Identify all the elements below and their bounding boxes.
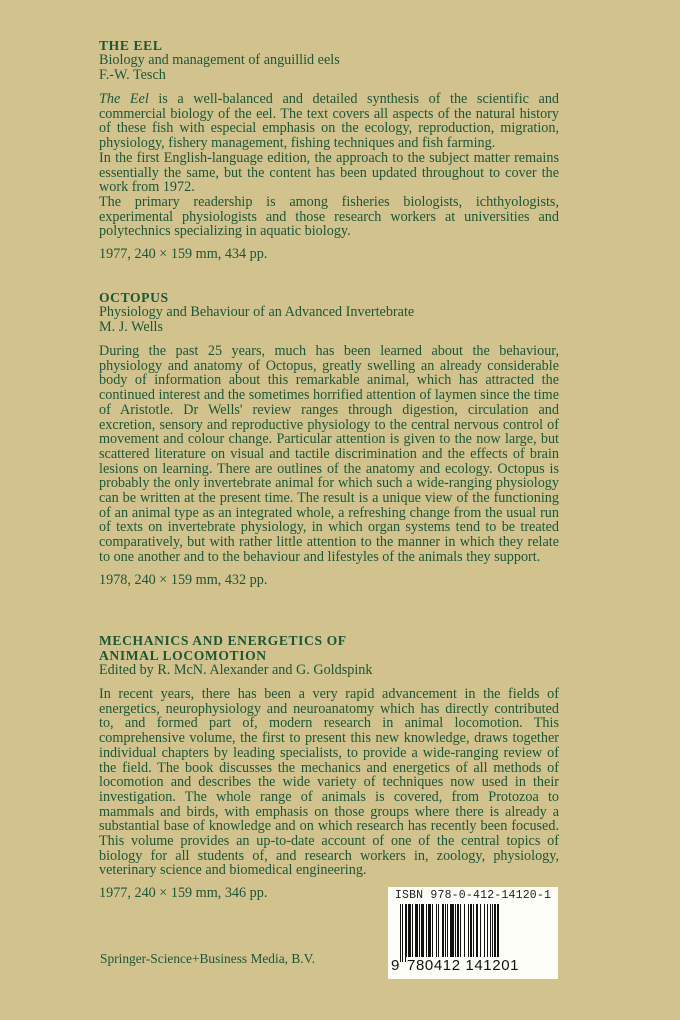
description-paragraph: In recent years, there has been a very rapid advancement in the fields of energetics, neurophysiology and neuroanatomy which has directly contributed to, and formed part of, modern research in animal locomotion. This comprehensive volume, the first to present this new knowledge, draws together individual chapters by leading specialists, to provide a wide-ranging review of the field. The book discusses the mechanics and energetics of all methods of locomotion and describes the wide variety of techniques now used in their investigation. The whole range of animals is covered, from Protozoa to mammals and birds, with emphasis on those groups where there is already a substantial base of knowledge and on which research has recently been focused. This volume provides an up-to-date account of one of the central topics of biology for all students of, and research workers in, zoology, physiology, veterinary science and biomedical engineering. <box>99 686 559 879</box>
book-description <box>99 687 559 878</box>
isbn-label: ISBN 978-0-412-14120-1 <box>394 889 552 902</box>
book-description <box>99 92 559 239</box>
book-entry-animal-locomotion <box>99 633 559 901</box>
book-editors: Edited by R. McN. Alexander and G. Goldspink <box>99 662 373 678</box>
book-title: OCTOPUS <box>99 290 169 305</box>
book-author: F.-W. Tesch <box>99 67 166 83</box>
book-subtitle: Physiology and Behaviour of an Advanced Invertebrate <box>99 304 415 320</box>
description-paragraph: During the past 25 years, much has been learned about the behaviour, physiology and anatomy of Octopus, greatly swelling an already considerable body of information about this remarkable animal, which has attracted the continued interest and the sometimes horrified attention of laymen since the time of Aristotle. Dr Wells' review ranges through digestion, circulation and excretion, sensory and reproductive physiology to the central nervous control of movement and colour change. Particular attention is given to the now large, but scattered literature on visual and tactile discrimination and the effects of brain lesions on learning. There are outlines of the anatomy and ecology. Octopus is probably the only invertebrate animal for which such a wide-ranging physiology can be written at the present time. The result is a unique view of the functioning of an animal type as an integrated whole, a refreshing change from the usual run of texts on invertebrate physiology, in which organ systems tend to be treated comparatively, but with rather little attention to the manner in which they relate to one another and to the behaviour and lifestyles of the animals they support. <box>99 343 559 565</box>
book-description <box>99 344 559 565</box>
book-entry-the-eel <box>99 38 559 262</box>
book-subtitle: Biology and management of anguillid eels <box>99 52 340 68</box>
barcode-bars <box>400 904 548 962</box>
book-title: THE EEL <box>99 38 163 53</box>
book-author: M. J. Wells <box>99 319 164 335</box>
isbn-barcode: ISBN 978-0-412-14120-1 9 780412 141201 <box>388 887 558 979</box>
book-title: MECHANICS AND ENERGETICS OF ANIMAL LOCOMOTION <box>99 633 347 663</box>
book-meta: 1977, 240 × 159 mm, 434 pp. <box>99 246 268 263</box>
description-paragraph: The primary readership is among fisheries biologists, ichthyologists, experimental physiologists and those research workers at universities and polytechnics specializing in aquatic biology. <box>99 193 559 240</box>
book-meta: 1977, 240 × 159 mm, 346 pp. <box>99 885 268 902</box>
book-entry-octopus <box>99 290 559 588</box>
book-meta: 1978, 240 × 159 mm, 432 pp. <box>99 571 268 588</box>
publisher-name: Springer-Science+Business Media, B.V. <box>100 951 315 966</box>
description-paragraph: In the first English-language edition, the approach to the subject matter remains essentially the same, but the content has been updated throughout to cover the work from 1972. <box>99 149 559 196</box>
italic-title: The Eel <box>99 91 149 107</box>
description-paragraph: The Eel is a well-balanced and detailed synthesis of the scientific and commercial biology of the eel. The text covers all aspects of the natural history of these fish with especial emphasis on the ecology, reproduction, migration, physiology, fishery management, fishing techniques and fish farming. <box>99 91 560 152</box>
